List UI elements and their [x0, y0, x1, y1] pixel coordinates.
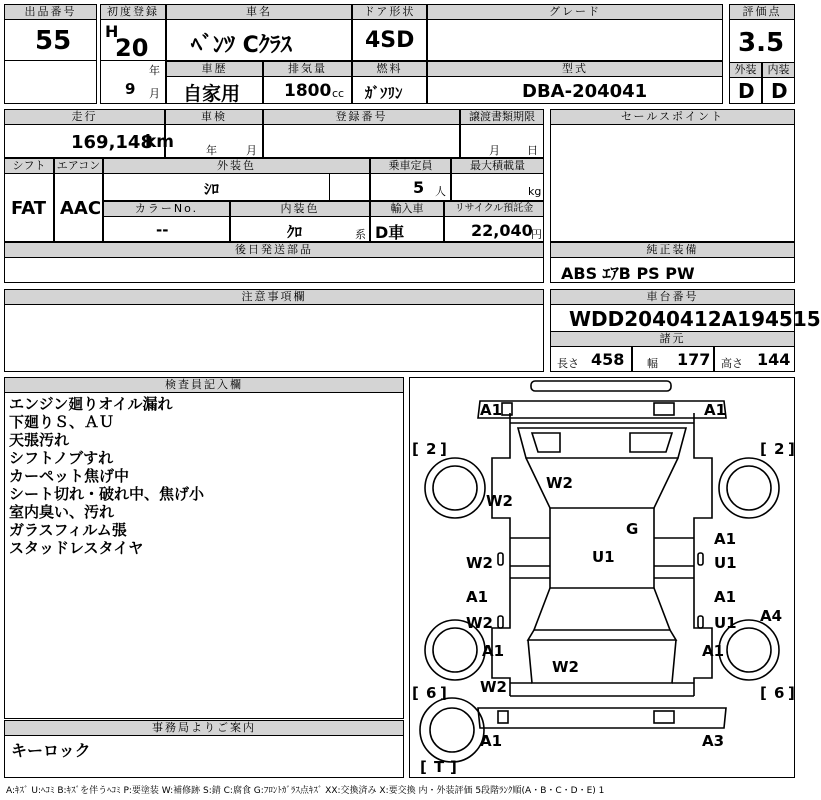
legend: A:ｷｽﾞ U:ﾍｺﾐ B:ｷｽﾞを伴うﾍｺﾐ P:要塗装 W:補修跡 S:錆 C:腐食 G:ﾌﾛﾝﾄｶﾞﾗｽ点ｷｽﾞ XX:交換済み X:要交換 内・外装評価 5段階ﾗﾝｸ順(A・B・C・D・E) 1 — [6, 786, 605, 796]
caution-label: 注意事項欄 — [4, 289, 544, 305]
first-reg-divider — [100, 60, 166, 61]
interior-cell — [762, 77, 795, 104]
tire-rl-bracket-close: ] — [440, 684, 447, 702]
model-cell — [427, 76, 723, 104]
ext-color-extra-cell — [329, 173, 370, 201]
score-label: 評価点 — [729, 4, 795, 20]
exterior-cell — [729, 77, 762, 104]
inspector-note: スタッドレスタイヤ — [9, 539, 144, 557]
reg-no-cell — [263, 124, 460, 158]
interior-label: 内装 — [762, 62, 795, 78]
interior-value: D — [771, 79, 788, 103]
load-unit: kg — [528, 185, 542, 198]
damage-mark: W2 — [480, 678, 507, 696]
spare-value: T — [434, 758, 445, 776]
width-cell — [632, 346, 714, 372]
import-value: D車 — [375, 223, 405, 242]
exterior-label: 外装 — [729, 62, 762, 78]
width-value: 177 — [677, 350, 711, 369]
int-color-value: ｸﾛ — [287, 223, 303, 241]
height-value: 144 — [757, 350, 791, 369]
damage-mark: W2 — [546, 474, 573, 492]
capacity-value: 5 — [413, 178, 425, 197]
lot-number-cell — [4, 19, 97, 61]
int-color-unit: 系 — [355, 228, 366, 241]
office-label: 事務局よりご案内 — [4, 720, 404, 736]
shift-value: FAT — [11, 198, 47, 219]
tire-fr-bracket-close: ] — [788, 440, 795, 458]
damage-mark: W2 — [466, 614, 493, 632]
color-no-label: カラーNo. — [103, 201, 230, 217]
door-cell — [352, 19, 427, 61]
ext-color-cell — [103, 173, 330, 201]
fuel-cell — [352, 76, 427, 104]
damage-mark: A1 — [466, 588, 489, 606]
transfer-month-unit: 月 — [489, 144, 500, 157]
later-parts-label: 後日発送部品 — [4, 242, 544, 258]
mileage-value: 169,148 — [71, 132, 153, 153]
damage-mark: A1 — [482, 642, 505, 660]
first-reg-label: 初度登録 — [100, 4, 166, 20]
later-parts-cell — [4, 257, 544, 283]
height-label: 高さ — [721, 357, 743, 370]
ext-color-label: 外装色 — [103, 158, 370, 174]
tire-rl-value: 6 — [426, 684, 437, 702]
displacement-unit: cc — [332, 87, 345, 100]
load-cell — [451, 173, 544, 201]
equipment-value: ABS ｴｱB PS PW — [561, 264, 695, 283]
damage-mark: A1 — [714, 530, 737, 548]
lot-number-value: 55 — [35, 26, 72, 56]
inspector-note: カーペット焦げ中 — [9, 467, 130, 485]
car-name-label: 車名 — [166, 4, 352, 20]
grade-cell — [427, 19, 723, 61]
color-no-cell — [103, 216, 230, 242]
door-value: 4SD — [365, 28, 415, 53]
car-name-value: ﾍﾞﾝﾂ Cｸﾗｽ — [191, 33, 292, 58]
capacity-label: 乗車定員 — [370, 158, 451, 174]
sales-point-cell — [550, 124, 795, 242]
damage-mark: U1 — [592, 548, 615, 566]
chassis-cell — [550, 304, 821, 332]
first-reg-cell — [100, 19, 166, 104]
recycle-label: リサイクル預託金 — [444, 201, 544, 217]
office-value: キーロック — [11, 741, 91, 760]
office-cell — [4, 735, 404, 778]
inspector-note: シート切れ・破れ中、焦げ小 — [9, 485, 205, 503]
damage-mark: G — [626, 520, 639, 538]
damage-mark: U1 — [714, 614, 737, 632]
month-value: 9 — [125, 80, 136, 98]
damage-mark: A4 — [760, 607, 783, 625]
tire-rr-value: 6 — [774, 684, 785, 702]
recycle-value: 22,040 — [471, 221, 533, 240]
inspector-note: エンジン廻りオイル漏れ — [9, 395, 173, 413]
import-label: 輸入車 — [370, 201, 444, 217]
load-label: 最大積載量 — [451, 158, 544, 174]
mileage-label: 走行 — [4, 109, 165, 125]
inspection-month-unit: 月 — [246, 144, 257, 157]
recycle-cell — [444, 216, 544, 242]
ac-label: エアコン — [54, 158, 103, 174]
damage-mark: A1 — [704, 401, 727, 419]
damage-mark: W2 — [466, 554, 493, 572]
transfer-day-unit: 日 — [527, 144, 538, 157]
displacement-value: 1800 — [284, 81, 332, 101]
inspection-cell — [165, 124, 263, 158]
spare-label: [ — [420, 758, 427, 776]
tire-fr-label: [ — [760, 440, 767, 458]
equipment-cell — [550, 257, 795, 283]
score-cell — [729, 19, 795, 63]
ac-cell — [54, 173, 103, 242]
fuel-value: ｶﾞｿﾘﾝ — [365, 84, 403, 102]
capacity-unit: 人 — [435, 185, 446, 198]
recycle-unit: 円 — [531, 228, 542, 241]
history-value: 自家用 — [183, 83, 241, 105]
damage-mark: A1 — [480, 401, 503, 419]
damage-mark: A1 — [714, 588, 737, 606]
spare-bracket-close: ] — [450, 758, 457, 776]
history-cell — [166, 76, 263, 104]
inspector-note: ガラスフィルム張 — [9, 521, 127, 539]
length-label: 長さ — [557, 357, 579, 370]
tire-fl-value: 2 — [426, 440, 437, 458]
color-no-value: -- — [156, 221, 169, 239]
year-value: 20 — [115, 34, 149, 62]
tire-rr-label: [ — [760, 684, 767, 702]
height-cell — [714, 346, 795, 372]
history-label: 車歴 — [166, 61, 263, 77]
car-diagram — [409, 377, 795, 778]
transfer-cell — [460, 124, 544, 158]
int-color-label: 内装色 — [230, 201, 370, 217]
grade-label: グレード — [427, 4, 723, 20]
score-value: 3.5 — [738, 28, 785, 58]
inspector-note: 天張汚れ — [9, 431, 70, 449]
month-unit: 月 — [149, 87, 160, 100]
car-diagram-svg — [410, 378, 794, 777]
shift-cell — [4, 173, 54, 242]
era-prefix: H — [105, 22, 119, 41]
damage-mark: A3 — [702, 732, 725, 750]
displacement-cell — [263, 76, 352, 104]
inspection-label: 車検 — [165, 109, 263, 125]
inspector-note: シフトノブすれ — [9, 449, 114, 467]
inspector-label: 検査員記入欄 — [4, 377, 404, 393]
model-value: DBA-204041 — [522, 81, 648, 102]
int-color-cell — [230, 216, 370, 242]
inspector-note: 下廻りＳ、ＡＵ — [9, 413, 115, 431]
equipment-label: 純正装備 — [550, 242, 795, 258]
width-label: 幅 — [647, 357, 658, 370]
car-name-cell — [166, 19, 352, 61]
mileage-unit: km — [145, 132, 175, 152]
reg-no-label: 登録番号 — [263, 109, 460, 125]
shift-label: シフト — [4, 158, 54, 174]
length-cell — [550, 346, 632, 372]
door-label: ドア形状 — [352, 4, 427, 20]
ac-value: AAC — [60, 198, 102, 219]
tire-rl-label: [ — [412, 684, 419, 702]
lot-blank-cell — [4, 60, 97, 104]
import-cell — [370, 216, 444, 242]
inspection-year-unit: 年 — [206, 144, 217, 157]
damage-mark: W2 — [486, 492, 513, 510]
model-label: 型式 — [427, 61, 723, 77]
ext-color-value: ｼﾛ — [204, 180, 220, 198]
damage-mark: U1 — [714, 554, 737, 572]
year-unit: 年 — [149, 64, 160, 77]
fuel-label: 燃料 — [352, 61, 427, 77]
tire-fr-value: 2 — [774, 440, 785, 458]
tire-rr-bracket-close: ] — [788, 684, 795, 702]
tire-fl-label: [ — [412, 440, 419, 458]
caution-cell — [4, 304, 544, 372]
transfer-label: 譲渡書類期限 — [460, 109, 544, 125]
lot-number-label: 出品番号 — [4, 4, 97, 20]
inspector-notes — [4, 392, 404, 719]
chassis-label: 車台番号 — [550, 289, 795, 305]
capacity-cell — [370, 173, 451, 201]
spec-label: 諸元 — [550, 331, 795, 347]
damage-mark: A1 — [702, 642, 725, 660]
exterior-value: D — [738, 79, 755, 103]
displacement-label: 排気量 — [263, 61, 352, 77]
mileage-cell — [4, 124, 175, 158]
tire-fl-bracket-close: ] — [440, 440, 447, 458]
damage-mark: A1 — [480, 732, 503, 750]
chassis-value: WDD2040412A194515 — [569, 307, 821, 331]
sales-point-label: セールスポイント — [550, 109, 795, 125]
length-value: 458 — [591, 350, 625, 369]
damage-mark: W2 — [552, 658, 579, 676]
inspector-note: 室内臭い、汚れ — [9, 503, 115, 521]
